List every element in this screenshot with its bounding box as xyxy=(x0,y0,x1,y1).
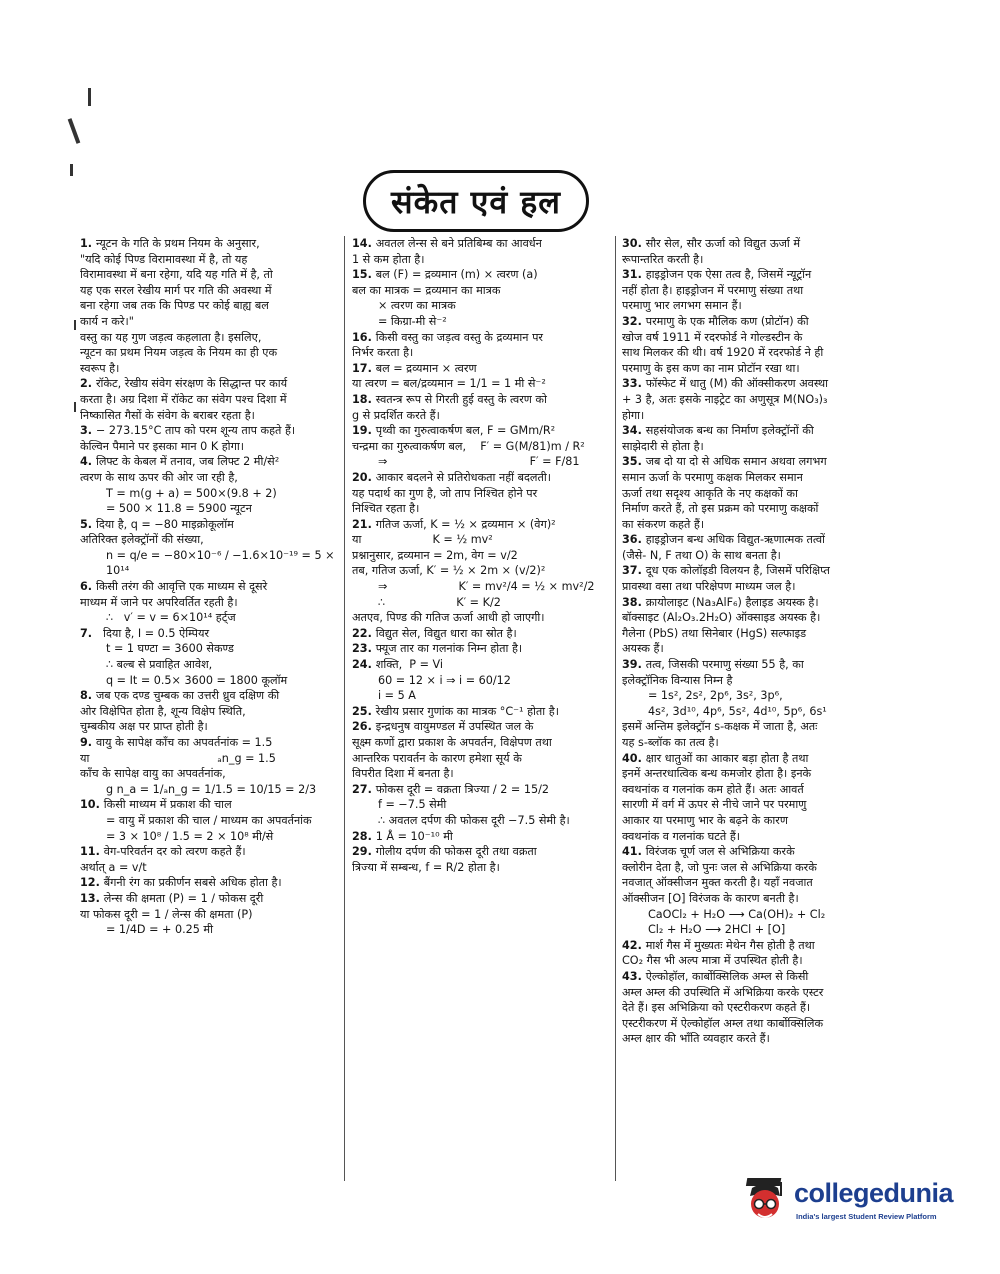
question-text: लिफ्ट के केबल में तनाव, जब लिफ्ट 2 मी/से² xyxy=(95,455,280,469)
question-text: किसी माध्यम में प्रकाश की चाल xyxy=(103,798,232,812)
scan-mark xyxy=(74,402,76,412)
question-text: फ्यूज तार का गलनांक निम्न होता है। xyxy=(375,642,523,656)
text-line: बल का मात्रक = द्रव्यमान का मात्रक xyxy=(352,283,501,297)
scan-mark xyxy=(70,164,73,176)
question-number: 42. xyxy=(622,938,646,952)
text-line: n = q/e = −80×10⁻⁶ / −1.6×10⁻¹⁹ = 5 × 10¹⁴ xyxy=(106,548,339,578)
text-line: का संकरण कहते हैं। xyxy=(622,517,705,531)
question-number: 37. xyxy=(622,564,646,578)
scan-mark xyxy=(74,320,76,330)
question-text: शक्ति, P = Vi xyxy=(375,658,444,672)
question-text: बल (F) = द्रव्यमान (m) × त्वरण (a) xyxy=(375,268,538,282)
question-number: 32. xyxy=(622,314,646,328)
text-line: प्रश्नानुसार, द्रव्यमान = 2m, वेग = v/2 xyxy=(352,548,518,562)
question-number: 36. xyxy=(622,533,646,547)
text-line: त्वरण के साथ ऊपर की ओर जा रही है, xyxy=(80,470,238,484)
question-text: बल = द्रव्यमान × त्वरण xyxy=(375,361,477,375)
question-text: 1 Å = 10⁻¹⁰ मी xyxy=(375,829,453,843)
question-number: 21. xyxy=(352,517,376,531)
question-text: − 273.15°C ताप को परम शून्य ताप कहते हैं। xyxy=(95,424,296,438)
text-line xyxy=(622,969,884,985)
text-line: या फोकस दूरी = 1 / लेन्स की क्षमता (P) xyxy=(80,907,253,921)
question-text: अवतल लेन्स से बने प्रतिबिम्ब का आवर्धन xyxy=(375,237,542,250)
text-line xyxy=(352,844,610,860)
question-number: 12. xyxy=(80,876,104,890)
question-number: 22. xyxy=(352,626,376,640)
text-line: + 3 है, अतः इसके नाइट्रेट का अणुसूत्र M(NO₃)₃ xyxy=(622,392,828,406)
question-number: 17. xyxy=(352,361,376,375)
text-line: × त्वरण का मात्रक xyxy=(378,299,456,313)
question-text: गोलीय दर्पण की फोकस दूरी तथा वक्रता xyxy=(375,845,537,859)
text-line: इसमें अन्तिम इलेक्ट्रॉन s-कक्षक में जाता है, अतः xyxy=(622,720,818,734)
question-text: वेग-परिवर्तन दर को त्वरण कहते हैं। xyxy=(103,845,246,859)
question-number: 13. xyxy=(80,891,104,905)
question-number: 29. xyxy=(352,845,376,859)
text-line: तब, गतिज ऊर्जा, K′ = ½ × 2m × (v/2)² xyxy=(352,564,546,578)
question-text: सौर सेल, सौर ऊर्जा को विद्युत ऊर्जा में xyxy=(645,237,801,250)
question-number: 41. xyxy=(622,845,646,859)
question-number: 3. xyxy=(80,424,96,438)
text-line xyxy=(622,657,884,673)
text-line: विरामावस्था में बना रहेगा, यदि यह गति में है, तो xyxy=(80,268,273,282)
text-line: ऊर्जा तथा सदृश्य आकृति के नए कक्षकों का xyxy=(622,486,798,500)
text-line xyxy=(352,361,610,377)
text-line: स्वरूप है। xyxy=(80,361,120,375)
text-line: नहीं होता है। हाइड्रोजन में परमाणु संख्या तथा xyxy=(622,283,804,297)
text-line xyxy=(80,891,338,907)
text-line xyxy=(80,688,338,704)
question-text: दूध एक कोलॉइडी विलयन है, जिसमें परिक्षिप्त xyxy=(645,564,830,578)
text-line xyxy=(622,314,884,330)
question-number: 14. xyxy=(352,237,376,250)
question-text: रॉकेट, रेखीय संवेग संरक्षण के सिद्धान्त पर कार्य xyxy=(95,377,288,391)
column-middle xyxy=(352,236,610,875)
question-number: 33. xyxy=(622,377,646,391)
question-number: 11. xyxy=(80,845,104,859)
text-line xyxy=(622,454,884,470)
text-line: t = 1 घण्टा = 3600 सेकण्ड xyxy=(106,642,234,656)
text-line: चुम्बकीय अक्ष पर प्राप्त होती है। xyxy=(80,720,208,734)
text-line: विपरीत दिशा में बनता है। xyxy=(352,767,454,781)
text-line: ∴ v′ = v = 6×10¹⁴ हर्ट्ज xyxy=(106,611,236,625)
page-title: संकेत एवं हल xyxy=(363,170,589,232)
question-number: 6. xyxy=(80,580,96,594)
text-line: अतएव, पिण्ड की गतिज ऊर्जा आधी हो जाएगी। xyxy=(352,611,545,625)
question-text: गतिज ऊर्जा, K = ½ × द्रव्यमान × (वेग)² xyxy=(375,517,556,531)
question-number: 27. xyxy=(352,782,376,796)
text-line: गैलेना (PbS) तथा सिनेबार (HgS) सल्फाइड xyxy=(622,626,807,640)
question-number: 5. xyxy=(80,517,96,531)
text-line: = वायु में प्रकाश की चाल / माध्यम का अपवर्तनांक xyxy=(106,813,312,827)
question-number: 31. xyxy=(622,268,646,282)
text-line: g से प्रदर्शित करते हैं। xyxy=(352,408,440,422)
text-line: g n_a = 1/ₐn_g = 1/1.5 = 10/15 = 2/3 xyxy=(106,782,317,796)
graduate-mascot-icon xyxy=(740,1174,790,1230)
text-line: अतिरिक्त इलेक्ट्रॉनों की संख्या, xyxy=(80,533,204,547)
text-line: देते हैं। इस अभिक्रिया को एस्टरीकरण कहते हैं। xyxy=(622,1001,811,1015)
text-line: क्वथनांक व गलनांक घटते हैं। xyxy=(622,829,740,843)
text-line: केल्विन पैमाने पर इसका मान 0 K होगा। xyxy=(80,439,245,453)
text-line: "यदि कोई पिण्ड विरामावस्था में है, तो यह xyxy=(80,252,248,266)
text-line xyxy=(622,563,884,579)
question-text: आकार बदलने से प्रतिरोधकता नहीं बदलती। xyxy=(375,470,552,484)
text-line: इलेक्ट्रॉनिक विन्यास निम्न है xyxy=(622,673,733,687)
question-text: क्षार धातुओं का आकार बड़ा होता है तथा xyxy=(645,751,809,765)
text-line: अम्ल क्षार की भाँति व्यवहार करते हैं। xyxy=(622,1032,770,1046)
text-line: बॉक्साइट (Al₂O₃.2H₂O) ऑक्साइड अयस्क है। xyxy=(622,611,821,625)
text-line: कार्य न करे।" xyxy=(80,314,134,328)
text-line: ∴ K′ = K/2 xyxy=(378,595,501,609)
question-text: दिया है, I = 0.5 ऐम्पियर xyxy=(95,626,210,640)
question-number: 9. xyxy=(80,736,96,749)
question-text: बैंगनी रंग का प्रकीर्णन सबसे अधिक होता है। xyxy=(103,876,282,890)
text-line xyxy=(352,470,610,486)
text-line: चन्द्रमा का गुरुत्वाकर्षण बल, F′ = G(M/81)m / R² xyxy=(352,439,585,453)
text-line xyxy=(352,392,610,408)
scan-mark xyxy=(88,88,91,106)
question-number: 28. xyxy=(352,829,376,843)
text-line: क्वथनांक व गलनांक कम होते हैं। अतः आवर्त xyxy=(622,782,804,796)
text-line: अयस्क हैं। xyxy=(622,642,664,656)
text-line xyxy=(80,454,338,470)
text-line xyxy=(622,595,884,611)
text-line xyxy=(80,376,338,392)
collegedunia-logo xyxy=(740,1174,975,1230)
text-line: ओर विक्षेपित होता है, शून्य विक्षेप स्थिति, xyxy=(80,704,246,718)
text-line: निश्चित रहता है। xyxy=(352,502,420,516)
text-line: या K = ½ mv² xyxy=(352,533,493,547)
text-line xyxy=(622,844,884,860)
text-line xyxy=(80,517,338,533)
text-line: T = m(g + a) = 500×(9.8 + 2) xyxy=(106,486,277,500)
text-line: या त्वरण = बल/द्रव्यमान = 1/1 = 1 मी से⁻² xyxy=(352,377,546,391)
text-line: अम्ल अम्ल की उपस्थिति में अभिक्रिया करके एस्टर xyxy=(622,985,824,999)
question-text: विद्युत सेल, विद्युत धारा का स्रोत है। xyxy=(375,626,517,640)
column-divider xyxy=(615,236,616,1181)
text-line: नवजात् ऑक्सीजन मुक्त करती है। यहाँ नवजात xyxy=(622,876,813,890)
text-line: क्लोरीन देता है, जो पुनः जल से अभिक्रिया करके xyxy=(622,860,817,874)
question-number: 19. xyxy=(352,424,376,438)
question-number: 4. xyxy=(80,455,96,469)
text-line: i = 5 A xyxy=(378,689,416,703)
text-line: निर्माण करते हैं, तो इस प्रक्रम को परमाणु कक्षकों xyxy=(622,502,819,516)
text-line: होगा। xyxy=(622,408,645,422)
question-text: तत्व, जिसकी परमाणु संख्या 55 है, का xyxy=(645,658,804,672)
text-line xyxy=(352,657,610,673)
question-text: फॉस्फेट में धातु (M) की ऑक्सीकरण अवस्था xyxy=(645,377,829,391)
text-line: = 1s², 2s², 2p⁶, 3s², 3p⁶, xyxy=(648,689,783,703)
question-text: मार्श गैस में मुख्यतः मेथेन गैस होती है तथा xyxy=(645,938,815,952)
question-number: 39. xyxy=(622,658,646,672)
text-line: त्रिज्या में सम्बन्ध, f = R/2 होता है। xyxy=(352,860,500,874)
question-text: स्वतन्त्र रूप से गिरती हुई वस्तु के त्वरण को xyxy=(375,392,547,406)
text-line xyxy=(80,844,338,860)
text-line xyxy=(622,423,884,439)
text-line: एस्टरीकरण में ऐल्कोहॉल अम्ल तथा कार्बोक्सिलिक xyxy=(622,1016,824,1030)
text-line: सूक्ष्म कणों द्वारा प्रकाश के अपवर्तन, विक्षेपण तथा xyxy=(352,736,552,749)
text-line: बना रहेगा जब तक कि पिण्ड पर कोई बाह्य बल xyxy=(80,299,269,313)
text-line: परमाणु भार लगभग समान हैं। xyxy=(622,299,742,313)
text-line: CaOCl₂ + H₂O ⟶ Ca(OH)₂ + Cl₂ xyxy=(648,907,826,921)
text-line: = किग्रा-मी से⁻² xyxy=(378,314,447,328)
text-line xyxy=(352,782,610,798)
text-line xyxy=(622,376,884,392)
question-number: 16. xyxy=(352,330,376,344)
text-line xyxy=(80,626,338,642)
text-line: (जैसे- N, F तथा O) के साथ बनता है। xyxy=(622,548,781,562)
question-text: इन्द्रधनुष वायुमण्डल में उपस्थित जल के xyxy=(375,720,534,734)
question-text: वायु के सापेक्ष काँच का अपवर्तनांक = 1.5 xyxy=(95,736,273,749)
text-line: = 3 × 10⁸ / 1.5 = 2 × 10⁸ मी/से xyxy=(106,829,274,843)
text-line xyxy=(80,423,338,439)
question-text: किसी तरंग की आवृत्ति एक माध्यम से दूसरे xyxy=(95,580,268,594)
text-line: 4s², 3d¹⁰, 4p⁶, 5s², 4d¹⁰, 5p⁶, 6s¹ xyxy=(648,704,827,718)
question-number: 25. xyxy=(352,704,376,718)
text-line: यह पदार्थ का गुण है, जो ताप निश्चित होने पर xyxy=(352,486,538,500)
text-line: f = −7.5 सेमी xyxy=(378,798,447,812)
text-line: 60 = 12 × i ⇒ i = 60/12 xyxy=(378,673,511,687)
text-line xyxy=(352,236,610,252)
column-left xyxy=(80,236,338,938)
text-line: ∴ अवतल दर्पण की फोकस दूरी −7.5 सेमी है। xyxy=(378,813,570,827)
text-line: माध्यम में जाने पर अपरिवर्तित रहती है। xyxy=(80,595,238,609)
text-line: प्रावस्था वसा तथा परिक्षेपण माध्यम जल है। xyxy=(622,580,796,594)
text-line: ⇒ F′ = F/81 xyxy=(378,455,580,469)
text-line xyxy=(352,641,610,657)
text-line: 1 से कम होता है। xyxy=(352,252,425,266)
text-line xyxy=(352,626,610,642)
text-line: परमाणु के इस कण का नाम प्रोटॉन रखा था। xyxy=(622,361,800,375)
text-line xyxy=(622,267,884,283)
question-text: पृथ्वी का गुरुत्वाकर्षण बल, F = GMm/R² xyxy=(375,424,556,438)
question-number: 1. xyxy=(80,237,96,250)
question-text: जब दो या दो से अधिक समान अथवा लगभग xyxy=(645,455,827,469)
question-number: 2. xyxy=(80,377,96,391)
text-line xyxy=(352,719,610,735)
question-text: ऐल्कोहॉल, कार्बोक्सिलिक अम्ल से किसी xyxy=(645,969,809,983)
question-number: 43. xyxy=(622,969,646,983)
text-line: खोज वर्ष 1911 में रदरफोर्ड ने गोल्डस्टीन के xyxy=(622,330,803,344)
question-number: 40. xyxy=(622,751,646,765)
question-text: विरंजक चूर्ण जल से अभिक्रिया करके xyxy=(645,845,795,859)
text-line: ऑक्सीजन [O] विरंजक के कारण बनती है। xyxy=(622,891,799,905)
question-text: जब एक दण्ड चुम्बक का उत्तरी ध्रुव दक्षिण की xyxy=(95,689,280,703)
text-line: निर्भर करता है। xyxy=(352,346,414,360)
text-line: इनमें अन्तरधात्विक बन्ध कमजोर होता है। इनके xyxy=(622,767,812,781)
text-line: यह s-ब्लॉक का तत्व है। xyxy=(622,736,719,749)
text-line: या ₐn_g = 1.5 xyxy=(80,751,276,765)
text-line xyxy=(622,236,884,252)
text-line xyxy=(622,751,884,767)
logo-tagline: India's largest Student Review Platform xyxy=(796,1212,937,1221)
question-number: 34. xyxy=(622,424,646,438)
text-line: रूपान्तरित करती है। xyxy=(622,252,704,266)
column-right xyxy=(622,236,884,1047)
question-number: 23. xyxy=(352,642,376,656)
question-number: 20. xyxy=(352,470,376,484)
text-line: CO₂ गैस भी अल्प मात्रा में उपस्थित होती है। xyxy=(622,954,803,968)
text-line xyxy=(622,938,884,954)
question-number: 7. xyxy=(80,626,96,640)
text-line: आकार या परमाणु भार के बढ़ने के कारण xyxy=(622,813,788,827)
column-divider xyxy=(344,236,345,1181)
text-line xyxy=(80,236,338,252)
question-number: 26. xyxy=(352,720,376,734)
scan-mark xyxy=(68,118,81,144)
question-text: न्यूटन के गति के प्रथम नियम के अनुसार, xyxy=(95,237,260,250)
question-text: हाइड्रोजन एक ऐसा तत्व है, जिसमें न्यूट्रॉन xyxy=(645,268,812,282)
text-line: ∴ बल्ब से प्रवाहित आवेश, xyxy=(106,658,213,672)
question-text: लेन्स की क्षमता (P) = 1 / फोकस दूरी xyxy=(103,891,264,905)
text-line xyxy=(80,579,338,595)
question-number: 15. xyxy=(352,268,376,282)
text-line: आन्तरिक परावर्तन के कारण हमेशा सूर्य के xyxy=(352,751,522,765)
text-line: साथ मिलकर की थी। वर्ष 1920 में रदरफोर्ड ने ही xyxy=(622,346,824,360)
text-line: न्यूटन का प्रथम नियम जड़त्व के नियम का ही एक xyxy=(80,346,278,360)
text-line xyxy=(80,735,338,751)
question-number: 18. xyxy=(352,392,376,406)
text-line xyxy=(352,267,610,283)
question-number: 35. xyxy=(622,455,646,469)
text-line: Cl₂ + H₂O ⟶ 2HCl + [O] xyxy=(648,923,786,937)
question-text: रेखीय प्रसार गुणांक का मात्रक °C⁻¹ होता है। xyxy=(375,704,559,718)
question-text: परमाणु के एक मौलिक कण (प्रोटॉन) की xyxy=(645,314,809,328)
question-number: 8. xyxy=(80,689,96,703)
text-line xyxy=(352,517,610,533)
text-line xyxy=(352,423,610,439)
question-text: सहसंयोजक बन्ध का निर्माण इलेक्ट्रॉनों की xyxy=(645,424,814,438)
text-line xyxy=(352,829,610,845)
logo-wordmark: collegedunia xyxy=(794,1178,954,1208)
question-number: 10. xyxy=(80,798,104,812)
text-line: अर्थात् a = v/t xyxy=(80,860,147,874)
text-line: काँच के सापेक्ष वायु का अपवर्तनांक, xyxy=(80,767,226,781)
question-number: 30. xyxy=(622,237,646,250)
text-line: समान ऊर्जा के परमाणु कक्षक मिलकर समान xyxy=(622,470,803,484)
question-text: फोकस दूरी = वक्रता त्रिज्या / 2 = 15/2 xyxy=(375,782,549,796)
text-line xyxy=(352,330,610,346)
text-line: सारणी में वर्ग में ऊपर से नीचे जाने पर परमाणु xyxy=(622,798,807,812)
text-line: वस्तु का यह गुण जड़त्व कहलाता है। इसलिए, xyxy=(80,330,262,344)
text-line: निष्कासित गैसों के संवेग के बराबर रहता है। xyxy=(80,408,255,422)
text-line xyxy=(622,532,884,548)
text-line xyxy=(80,875,338,891)
text-line: = 1/4D = + 0.25 मी xyxy=(106,923,214,937)
question-number: 24. xyxy=(352,658,376,672)
text-line xyxy=(352,704,610,720)
text-line xyxy=(80,797,338,813)
text-line: q = It = 0.5× 3600 = 1800 कूलॉम xyxy=(106,673,288,687)
question-text: दिया है, q = −80 माइक्रोकूलॉम xyxy=(95,517,234,531)
text-line: = 500 × 11.8 = 5900 न्यूटन xyxy=(106,502,252,516)
text-line: साझेदारी से होता है। xyxy=(622,439,704,453)
text-line: ⇒ K′ = mv²/4 = ½ × mv²/2 xyxy=(378,580,595,594)
question-text: किसी वस्तु का जड़त्व वस्तु के द्रव्यमान पर xyxy=(375,330,543,344)
text-line: यह एक सरल रेखीय मार्ग पर गति की अवस्था में xyxy=(80,283,272,297)
question-text: क्रायोलाइट (Na₃AlF₆) हैलाइड अयस्क है। xyxy=(645,595,819,609)
text-line: करता है। अग्र दिशा में रॉकेट का संवेग पश्च दिशा में xyxy=(80,392,287,406)
question-number: 38. xyxy=(622,595,646,609)
question-text: हाइड्रोजन बन्ध अधिक विद्युत-ऋणात्मक तत्वों xyxy=(645,533,825,547)
